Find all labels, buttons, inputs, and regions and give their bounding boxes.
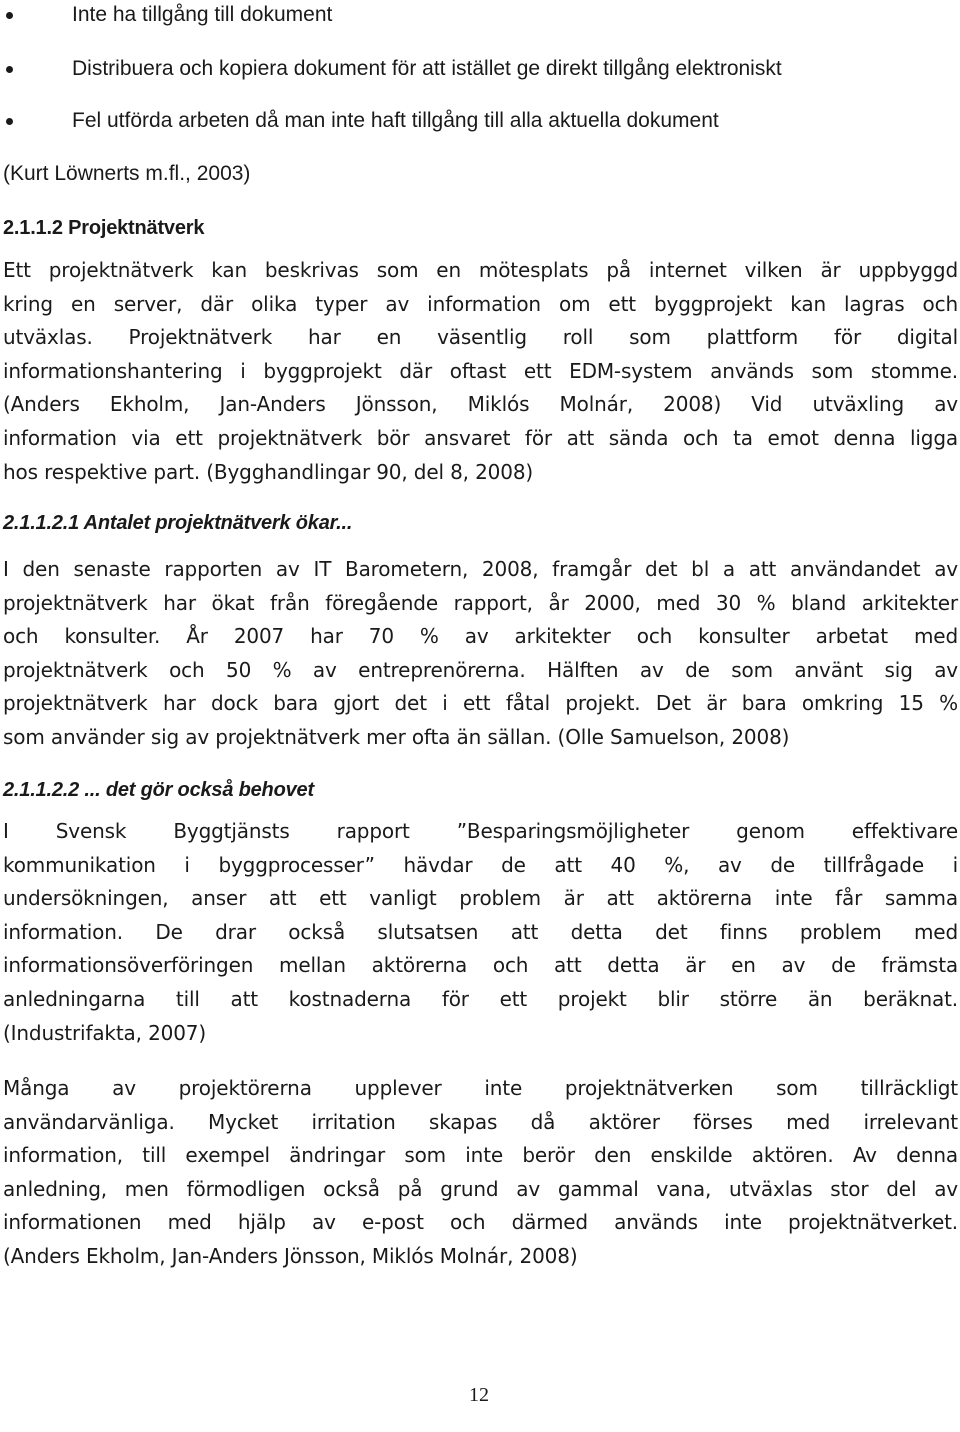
section-heading: 2.1.1.2.1 Antalet projektnätverk ökar... bbox=[3, 512, 353, 534]
paragraph-line: informationen med hjälp av e-post och därmed används inte projektnätverket. bbox=[3, 1210, 958, 1235]
paragraph-line: (Anders Ekholm, Jan-Anders Jönsson, Miklós Molnár, 2008) Vid utväxling av bbox=[3, 392, 958, 417]
section-paragraph bbox=[3, 254, 958, 489]
paragraph-line: projektnätverk och 50 % av entreprenörerna. Hälften av de som använt sig av bbox=[3, 657, 958, 682]
bullet-citation: (Kurt Löwnerts m.fl., 2003) bbox=[3, 162, 251, 185]
section-paragraph bbox=[3, 1072, 958, 1274]
section-paragraph bbox=[3, 553, 958, 755]
paragraph-line: (Anders Ekholm, Jan-Anders Jönsson, Miklós Molnár, 2008) bbox=[3, 1243, 578, 1268]
paragraph-line: anledningarna till att kostnaderna för ett projekt blir större än beräknat. bbox=[3, 986, 958, 1011]
page-number: 12 bbox=[469, 1384, 489, 1406]
paragraph-line: Många av projektörerna upplever inte projektnätverken som tillräckligt bbox=[3, 1076, 958, 1100]
paragraph-line: information via ett projektnätverk bör ansvaret för att sända och ta emot denna ligga bbox=[3, 425, 958, 450]
bullet-icon bbox=[6, 12, 13, 19]
paragraph-line: anledning, men förmodligen också på grund av gammal vana, utväxlas stor del av bbox=[3, 1176, 958, 1201]
paragraph-line: kring en server, där olika typer av information om ett byggprojekt kan lagras och bbox=[3, 291, 958, 316]
paragraph-line: projektnätverk har dock bara gjort det i ett fåtal projekt. Det är bara omkring 15 % bbox=[3, 691, 958, 716]
paragraph-line: (Industrifakta, 2007) bbox=[3, 1020, 207, 1045]
list-item-text: Fel utförda arbeten då man inte haft tillgång till alla aktuella dokument bbox=[72, 109, 719, 132]
bullet-icon bbox=[6, 118, 13, 125]
paragraph-line: projektnätverk har ökat från föregående rapport, år 2000, med 30 % bland arkitekter bbox=[3, 590, 958, 615]
paragraph-line: användarvänliga. Mycket irritation skapas då aktörer förses med irrelevant bbox=[3, 1109, 958, 1134]
paragraph-line: Ett projektnätverk kan beskrivas som en mötesplats på internet vilken är uppbyggd bbox=[3, 258, 958, 282]
paragraph-line: information, till exempel ändringar som inte berör den enskilde aktören. Av denna bbox=[3, 1143, 958, 1168]
paragraph-line: utväxlas. Projektnätverk har en väsentlig roll som plattform för digital bbox=[3, 325, 958, 350]
list-item bbox=[0, 54, 960, 84]
paragraph-line: informationsöverföringen mellan aktörerna och att detta är en av de främsta bbox=[3, 953, 958, 978]
paragraph-line: informationshantering i byggprojekt där oftast ett EDM-system används som stomme. bbox=[3, 358, 958, 383]
list-item-text: Inte ha tillgång till dokument bbox=[72, 3, 333, 26]
paragraph-line: kommunikation i byggprocesser” hävdar de att 40 %, av de tillfrågade i bbox=[3, 852, 958, 877]
paragraph-line: I Svensk Byggtjänsts rapport ”Besparingsmöjligheter genom effektivare bbox=[3, 819, 958, 843]
paragraph-line: hos respektive part. (Bygghandlingar 90, del 8, 2008) bbox=[3, 459, 534, 484]
list-item bbox=[0, 0, 960, 30]
section-heading: 2.1.1.2 Projektnätverk bbox=[3, 217, 205, 239]
paragraph-line: I den senaste rapporten av IT Barometern, 2008, framgår det bl a att användandet av bbox=[3, 557, 958, 581]
bullet-icon bbox=[6, 66, 13, 73]
section-paragraph bbox=[3, 815, 958, 1050]
paragraph-line: som använder sig av projektnätverk mer ofta än sällan. (Olle Samuelson, 2008) bbox=[3, 724, 790, 749]
list-item-text: Distribuera och kopiera dokument för att istället ge direkt tillgång elektroniskt bbox=[72, 57, 782, 80]
paragraph-line: information. De drar också slutsatsen att detta det finns problem med bbox=[3, 919, 958, 944]
paragraph-line: undersökningen, anser att ett vanligt problem är att aktörerna inte får samma bbox=[3, 886, 958, 911]
paragraph-line: och konsulter. År 2007 har 70 % av arkitekter och konsulter arbetat med bbox=[3, 624, 958, 649]
section-heading: 2.1.1.2.2 ... det gör också behovet bbox=[3, 779, 314, 801]
list-item bbox=[0, 106, 960, 136]
